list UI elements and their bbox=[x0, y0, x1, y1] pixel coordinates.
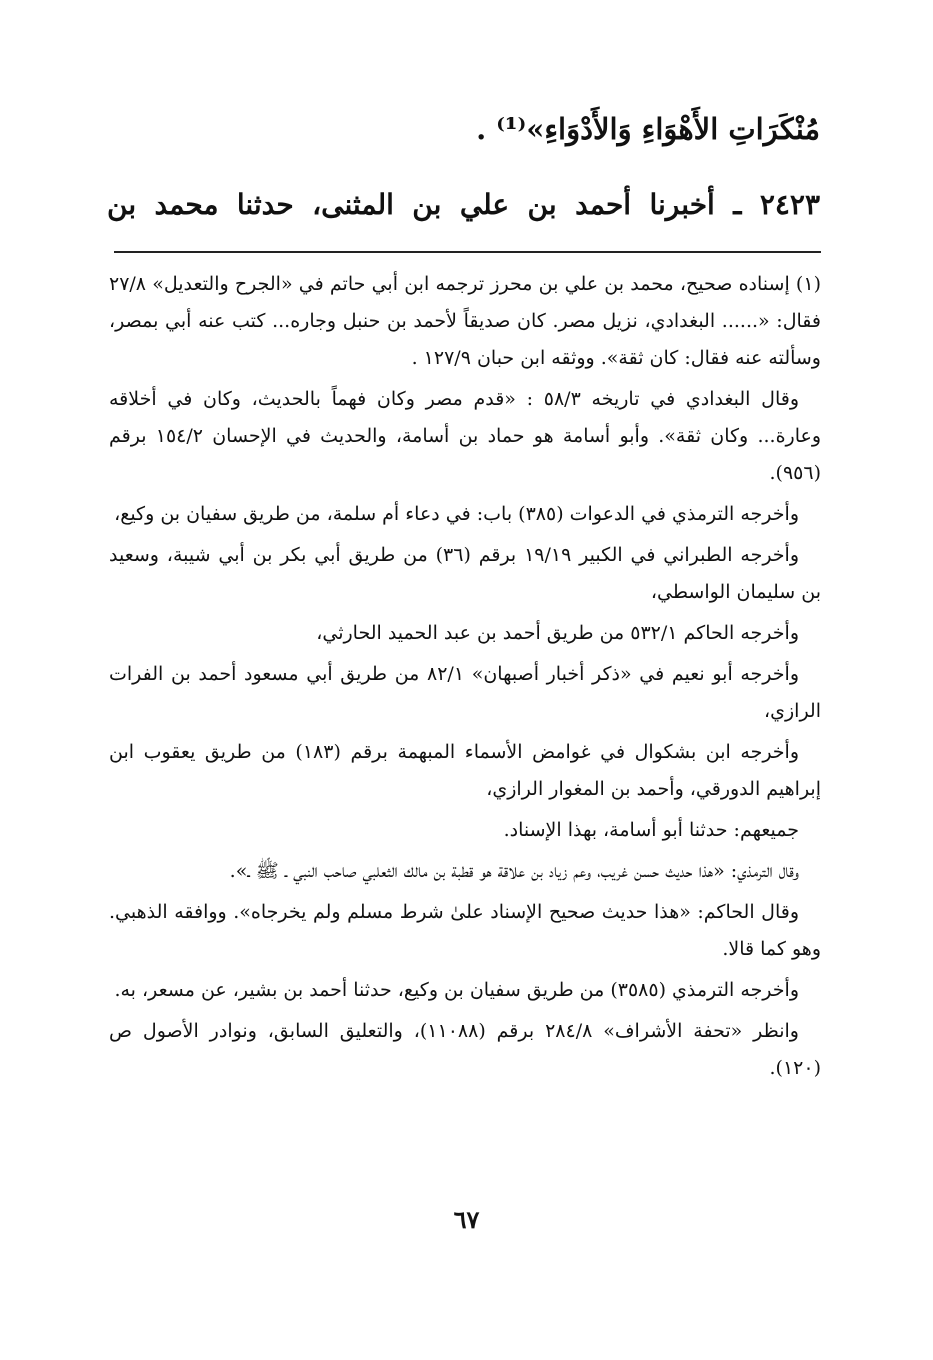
footnote-paragraph: وأخرجه ابن بشكوال في غوامض الأسماء المبهمة برقم (١٨٣) من طريق يعقوب ابن إبراهيم الدورقي، وأحمد بن المغوار الرازي، bbox=[109, 741, 821, 800]
hadith-text-line: ٢٤٢٣ ـ أخبرنا أحمد بن علي بن المثنى، حدثنا محمد بن bbox=[107, 188, 820, 221]
footnote-paragraph: وأخرجه الطبراني في الكبير ١٩/١٩ برقم (٣٦) من طريق أبي بكر بن أبي شيبة، وسعيد بن سليمان الواسطي، bbox=[109, 544, 821, 603]
footnote-paragraph: وأخرجه الحاكم ٥٣٢/١ من طريق أحمد بن عبد الحميد الحارثي، bbox=[316, 622, 799, 644]
footnote-paragraph: وقال الترمذي: «هذا حديث حسن غريب، وعم زياد بن علاقة هو قطبة بن مالك الثعلبي صاحب النبي ـ ﷺ ـ». bbox=[229, 860, 799, 882]
hadith-heading-line: مُنْكَرَاتِ الأَهْوَاءِ وَالأَدْوَاءِ»⁽¹⁾ . bbox=[476, 112, 820, 146]
page-number: ٦٧ bbox=[453, 1205, 480, 1234]
footnote-paragraph: وقال الحاكم: «هذا حديث صحيح الإسناد علىٰ شرط مسلم ولم يخرجاه». ووافقه الذهبي. وهو كما قالا. bbox=[109, 901, 821, 960]
footnote-paragraph: جميعهم: حدثنا أبو أسامة، بهذا الإسناد. bbox=[503, 819, 799, 841]
footnote-paragraph: وقال البغدادي في تاريخه ٥٨/٣ : «قدم مصر وكان فهماً بالحديث، وكان في أخلاقه وعارة... وكان ثقة». وأبو أسامة هو حماد بن أسامة، والحديث في الإحسان ١٥٤/٢ برقم (٩٥٦). bbox=[109, 388, 822, 484]
footnote-paragraph: وانظر «تحفة الأشراف» ٢٨٤/٨ برقم (١١٠٨٨)، والتعليق السابق، ونوادر الأصول ص (١٢٠). bbox=[109, 1020, 821, 1079]
footnote-paragraph: وأخرجه الترمذي (٣٥٨٥) من طريق سفيان بن وكيع، حدثنا أحمد بن بشير، عن مسعر، به. bbox=[114, 979, 799, 1001]
footnote-paragraph: وأخرجه الترمذي في الدعوات (٣٨٥) باب: في دعاء أم سلمة، من طريق سفيان بن وكيع، bbox=[114, 503, 799, 525]
footnotes-section bbox=[109, 266, 821, 1091]
footnote-paragraph: وأخرجه أبو نعيم في «ذكر أخبار أصبهان» ٨٢/١ من طريق أبي مسعود أحمد بن الفرات الرازي، bbox=[109, 663, 821, 722]
footnote-separator bbox=[114, 251, 821, 253]
footnote-1: (١) إسناده صحيح، محمد بن علي بن محرز ترجمه ابن أبي حاتم في «الجرح والتعديل» ٢٧/٨ فقال: «...... البغدادي، نزيل مصر. كان صديقاً لأحمد بن حنبل وجاره... كتب عنه أبي بمصر، وسألته عنه فقال: كان ثقة». ووثقه ابن حبان ١٢٧/٩ . bbox=[109, 273, 821, 369]
